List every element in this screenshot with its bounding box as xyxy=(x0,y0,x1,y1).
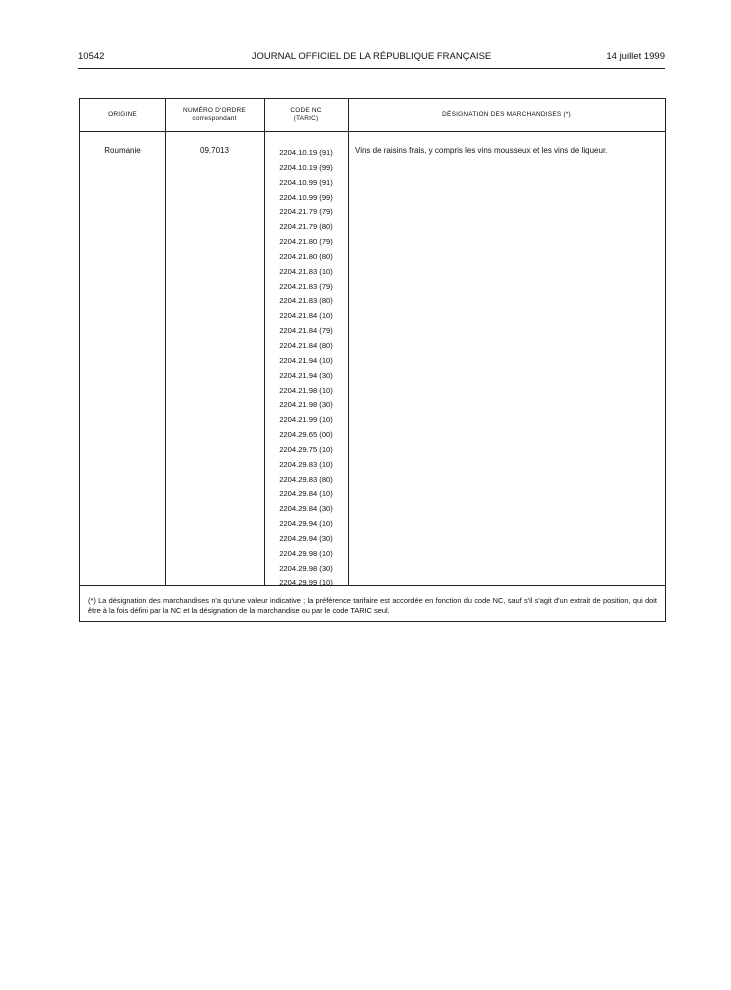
footnote: (*) La désignation des marchandises n'a qu'une valeur indicative ; la préférence tarifaire est accordée en fonction du code NC, sauf s'il s'agit d'un extrait de position, qui doit être à la fois défini par la NC et la désignation de la marchandise ou par le code TARIC seul. xyxy=(88,596,657,615)
page-header xyxy=(78,51,665,65)
column-header-code: CODE NC (TARIC) xyxy=(290,107,322,122)
code-item: 2204.10.99 (91) xyxy=(279,177,333,187)
code-item: 2204.21.98 (30) xyxy=(279,400,333,410)
code-item: 2204.21.80 (80) xyxy=(279,251,333,261)
code-item: 2204.29.84 (10) xyxy=(279,489,333,499)
code-item: 2204.21.83 (10) xyxy=(279,266,333,276)
code-item: 2204.21.99 (10) xyxy=(279,415,333,425)
column-header-designation: DÉSIGNATION DES MARCHANDISES (*) xyxy=(442,111,571,118)
code-item: 2204.29.83 (10) xyxy=(279,459,333,469)
code-item: 2204.21.79 (79) xyxy=(279,207,333,217)
code-item: 2204.21.79 (80) xyxy=(279,222,333,232)
code-item: 2204.21.94 (10) xyxy=(279,355,333,365)
code-item: 2204.29.94 (10) xyxy=(279,519,333,529)
column-divider xyxy=(348,99,349,585)
publication-date: 14 juillet 1999 xyxy=(606,51,665,62)
code-item: 2204.29.75 (10) xyxy=(279,444,333,454)
code-item: 2204.29.99 (10) xyxy=(279,578,333,588)
code-item: 2204.29.94 (30) xyxy=(279,533,333,543)
code-item: 2204.21.80 (79) xyxy=(279,237,333,247)
code-item: 2204.10.19 (99) xyxy=(279,162,333,172)
code-item: 2204.21.83 (80) xyxy=(279,296,333,306)
code-item: 2204.29.84 (30) xyxy=(279,504,333,514)
code-item: 2204.21.84 (10) xyxy=(279,311,333,321)
code-item: 2204.29.98 (30) xyxy=(279,563,333,573)
cell-designation: Vins de raisins frais, y compris les vins mousseux et les vins de liqueur. xyxy=(355,146,608,155)
column-header-origine: ORIGINE xyxy=(108,111,137,118)
header-rule xyxy=(78,68,665,69)
column-divider xyxy=(165,99,166,585)
column-header-numero: NUMÉRO D'ORDRE correspondant xyxy=(183,107,246,122)
code-item: 2204.10.19 (91) xyxy=(279,148,333,157)
goods-table xyxy=(79,98,666,622)
code-item: 2204.21.94 (30) xyxy=(279,370,333,380)
code-item: 2204.21.98 (10) xyxy=(279,385,333,395)
code-item: 2204.21.84 (80) xyxy=(279,340,333,350)
cell-numero: 09.7013 xyxy=(200,146,229,155)
page-number: 10542 xyxy=(78,51,105,62)
code-item: 2204.29.65 (00) xyxy=(279,430,333,440)
cell-origine: Roumanie xyxy=(104,146,141,155)
code-list xyxy=(264,146,348,591)
code-item: 2204.29.83 (80) xyxy=(279,474,333,484)
footnote-rule xyxy=(80,585,665,586)
code-item: 2204.21.84 (79) xyxy=(279,326,333,336)
journal-title: JOURNAL OFFICIEL DE LA RÉPUBLIQUE FRANÇAISE xyxy=(251,51,492,62)
code-item: 2204.21.83 (79) xyxy=(279,281,333,291)
code-item: 2204.29.98 (10) xyxy=(279,548,333,558)
code-item: 2204.10.99 (99) xyxy=(279,192,333,202)
header-row-rule xyxy=(80,131,665,132)
